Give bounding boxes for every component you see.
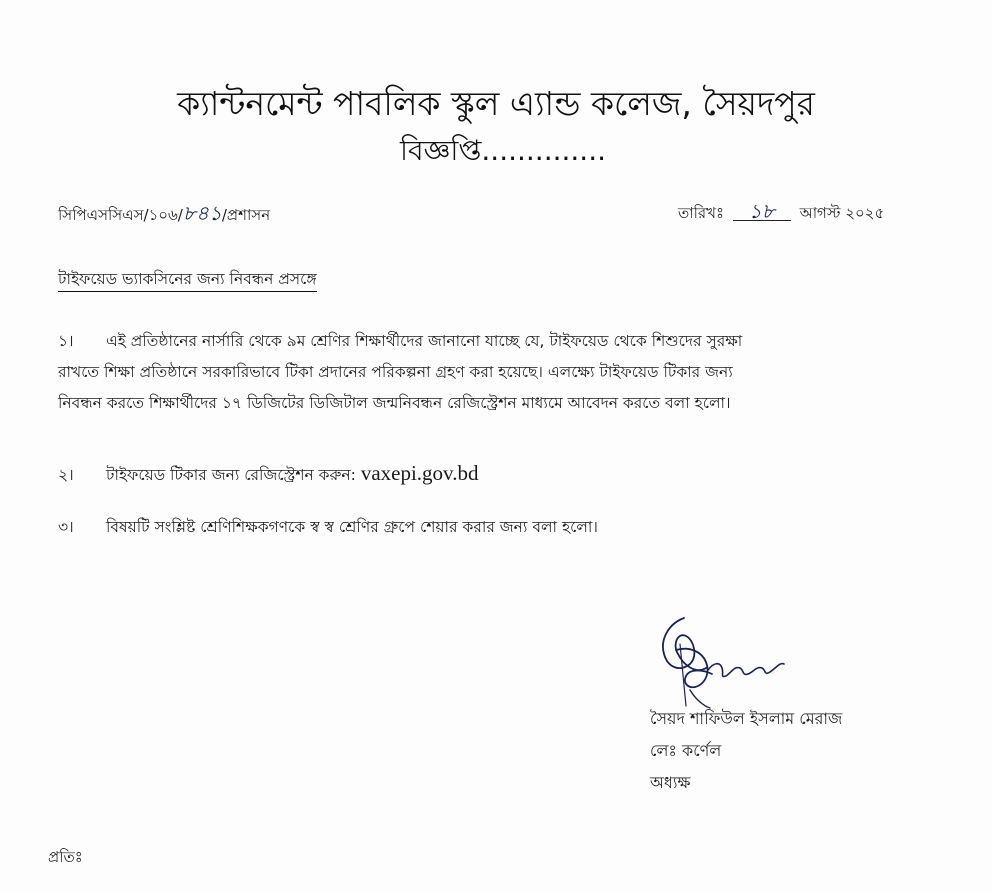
school-name: ক্যান্টনমেন্ট পাবলিক স্কুল এ্যান্ড কলেজ, সৈয়দপুর	[177, 84, 815, 123]
point-2-line	[58, 458, 938, 491]
notice-date	[678, 199, 885, 224]
point-1-text-1: এই প্রতিষ্ঠানের নার্সারি থেকে ৯ম শ্রেণির শিক্ষার্থীদের জানানো যাচ্ছে যে, টাইফয়েড থেকে শিশুদের সুরক্ষা	[106, 332, 743, 350]
signatory-designation: অধ্যক্ষ	[650, 773, 691, 792]
point-1-number: ১।	[58, 332, 74, 350]
subject-line: টাইফয়েড ভ্যাকসিনের জন্য নিবন্ধন প্রসঙ্গে	[58, 268, 317, 292]
point-2-number: ২।	[58, 466, 74, 484]
signatory-block	[650, 703, 842, 799]
point-2-text: টাইফয়েড টিকার জন্য রেজিস্ট্রেশন করুন:	[106, 466, 361, 484]
point-3-number: ৩।	[58, 518, 74, 536]
point-3	[58, 512, 938, 543]
point-3-text: বিষয়টি সংশ্লিষ্ট শ্রেণিশিক্ষকগণকে স্ব স্ব শ্রেণির গ্রুপে শেয়ার করার জন্য বলা হলো।	[106, 518, 598, 536]
signatory-rank: লেঃ কর্ণেল	[650, 741, 722, 760]
point-1-line-3: নিবন্ধন করতে শিক্ষার্থীদের ১৭ ডিজিটের ডিজিটাল জন্মনিবন্ধন রেজিস্ট্রেশন মাধ্যমে আবেদন করতে বলা হলো।	[58, 394, 731, 412]
point-3-line	[58, 512, 938, 543]
point-1-line-2: রাখতে শিক্ষা প্রতিষ্ঠানে সরকারিভাবে টিকা প্রদানের পরিকল্পনা গ্রহণ করা হয়েছে। এলক্ষ্যে টাইফয়েড টিকার জন্য	[58, 363, 733, 381]
point-2	[58, 458, 938, 491]
point-1	[58, 326, 938, 419]
point-1-line-1	[58, 326, 938, 357]
copy-to-label: প্রতিঃ	[48, 848, 83, 866]
memo-handwritten-number: ৮৪১	[182, 201, 222, 225]
notice-title: বিজ্ঞপ্তি..............	[399, 134, 607, 167]
signatory-name: সৈয়দ শাফিউল ইসলাম মেরাজ	[650, 709, 843, 728]
memo-suffix: /প্রশাসন	[221, 206, 271, 224]
date-month-year: আগস্ট ২০২৫	[799, 204, 885, 222]
memo-prefix: সিপিএসসিএস/১০৬/	[58, 206, 183, 224]
registration-url[interactable]: vaxepi.gov.bd	[360, 461, 479, 485]
date-handwritten-day: ১৮	[733, 202, 791, 221]
memo-reference	[58, 202, 270, 226]
date-label: তারিখঃ	[678, 204, 724, 222]
handwritten-signature	[650, 610, 810, 710]
